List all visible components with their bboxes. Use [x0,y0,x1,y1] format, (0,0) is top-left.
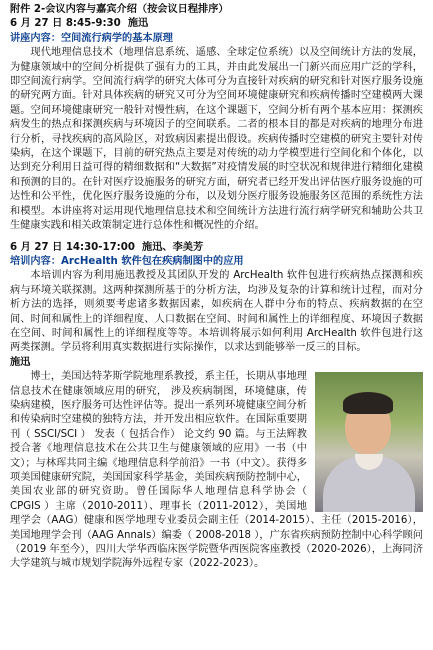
session-1-body: 现代地理信息技术（地理信息系统、遥感、全球定位系统）以及空间统计方法的发展，为健康领域中的空间分析提供了强有力的工具，并由此发展出一门新兴而应用广泛的学科，即空间流行病学。空间流行病学的研究大体可分为直接针对疾病的研究和针对医疗服务设施的研究两方面。针对具体疾病的研究又可分为空间环境健康研究和疾病传播时空建模两大课题。空间环境健康研究一般针对慢性病，在这个课题下，空间分析有两个基本应用：探测疾病发生的热点和探测疾病与环境因子的空间联系。二者的根本目的都是对疾病的地理分布进行分析，寻找疾病的高风险区，对致病因素提出假设。疾病传播时空建模的研究主要针对传染病，在这个课题下，目前的研究热点主要是对传统的动力学模型进行空间化和个体化，以达到充分利用日益可得的精细数据和“大数据”对疫情发展的时空状况和规律进行精细化建模和预测的目的。在针对医疗设施服务的研究方面，研究者已经开发出评估医疗服务设施的可达性和公平性，优化医疗服务设施的分布，以及划分医疗服务设施服务区范围的系统性方法和模型。本讲座将对运用现代地理信息技术和空间统计方法进行流行病学研究和辅助公共卫生健康实践和相关政策制定进行总体性和概况性的介绍。 [10,47,423,232]
session-2-topic-label: 培训内容： [10,255,61,267]
session-1-speaker: 施迅 [127,18,149,30]
session-1-header [10,17,423,31]
bio-section [10,370,423,572]
session-2-topic [10,255,423,269]
session-2-time: 6 月 27 日 14:30-17:00 [10,241,135,253]
session-2-header [10,241,423,255]
session-2-topic-title: ArcHealth 软件包在疾病制图中的应用 [60,255,244,267]
session-2-body: 本培训内容为利用施迅教授及其团队开发的 ArcHealth 软件包进行疾病热点探测和疾病与环境关联探测。这两种探测所基于的分析方法，均涉及复杂的计算和统计过程，而对分析方法的选择，则须要考虑诸多数据因素，如疾病在人群中分布的特点、疾病数据的在空间、时间和属性上的详细程度、人口数据在空间、时间和属性上的详细程度、环境因子数据在空间、时间和属性上的详细程度等等。本培训将展示如何利用 ArcHealth 软件包进行这两类探测。学员将利用真实数据进行实际操作，以求达到能够举一反三的目标。 [10,270,423,354]
session-1-topic-title: 空间流行病学的基本原理 [60,32,173,44]
session-1-topic [10,32,423,46]
speaker-photo [315,372,423,512]
bio-name: 施迅 [10,356,31,368]
session-2-speaker: 施迅、李美芳 [142,241,204,253]
session-1-topic-label: 讲座内容： [10,32,61,44]
document-title: 附件 2-会议内容与嘉宾介绍（按会议日程排序） [10,4,229,15]
section-gap [10,234,423,241]
session-1-time: 6 月 27 日 8:45-9:30 [10,18,121,30]
photo-hair [343,392,393,414]
bio-body: 博士，美国达特茅斯学院地理系教授，系主任，长期从事地理信息技术在健康领域应用的研究， 涉及疾病制图，环境健康，传染病建模，医疗服务可达性评估等。提出一系列环境健康空间分析和传染病时空建模的独特方法，并开发出相应软件。在国际重要期刊（ SSCI/SCI ） 发表（ 包括合作） 论文约 90 篇。与王法辉教授合著《地理信息技术在公共卫生与健康领域的应用》一书（中文）；与林珲共同主编《地理信息科学前沿》一书（中文）。获得多项美国健康研究院，美国国家科学基金，美国疾病预防控制中心，美国农业部的研究资助。曾任国际华人地理信息科学协会（ CPGIS ）主席（2010-2011）、理事长（2011-2012），美国地理学会（AAG）健康和医学地理专业委员会副主任（2014-2015）、主任（2015-2016），美国地理学会刊（AAG Annals）编委（ 2008-2018 ），广东省疾病预防控制中心科学顾问（2019 年至今），四川大学华西临床医学院暨华西医院客座教授（2020-2026），上海同济大学建筑与城市规划学院海外远程专家（2022-2023）。 [10,371,423,570]
